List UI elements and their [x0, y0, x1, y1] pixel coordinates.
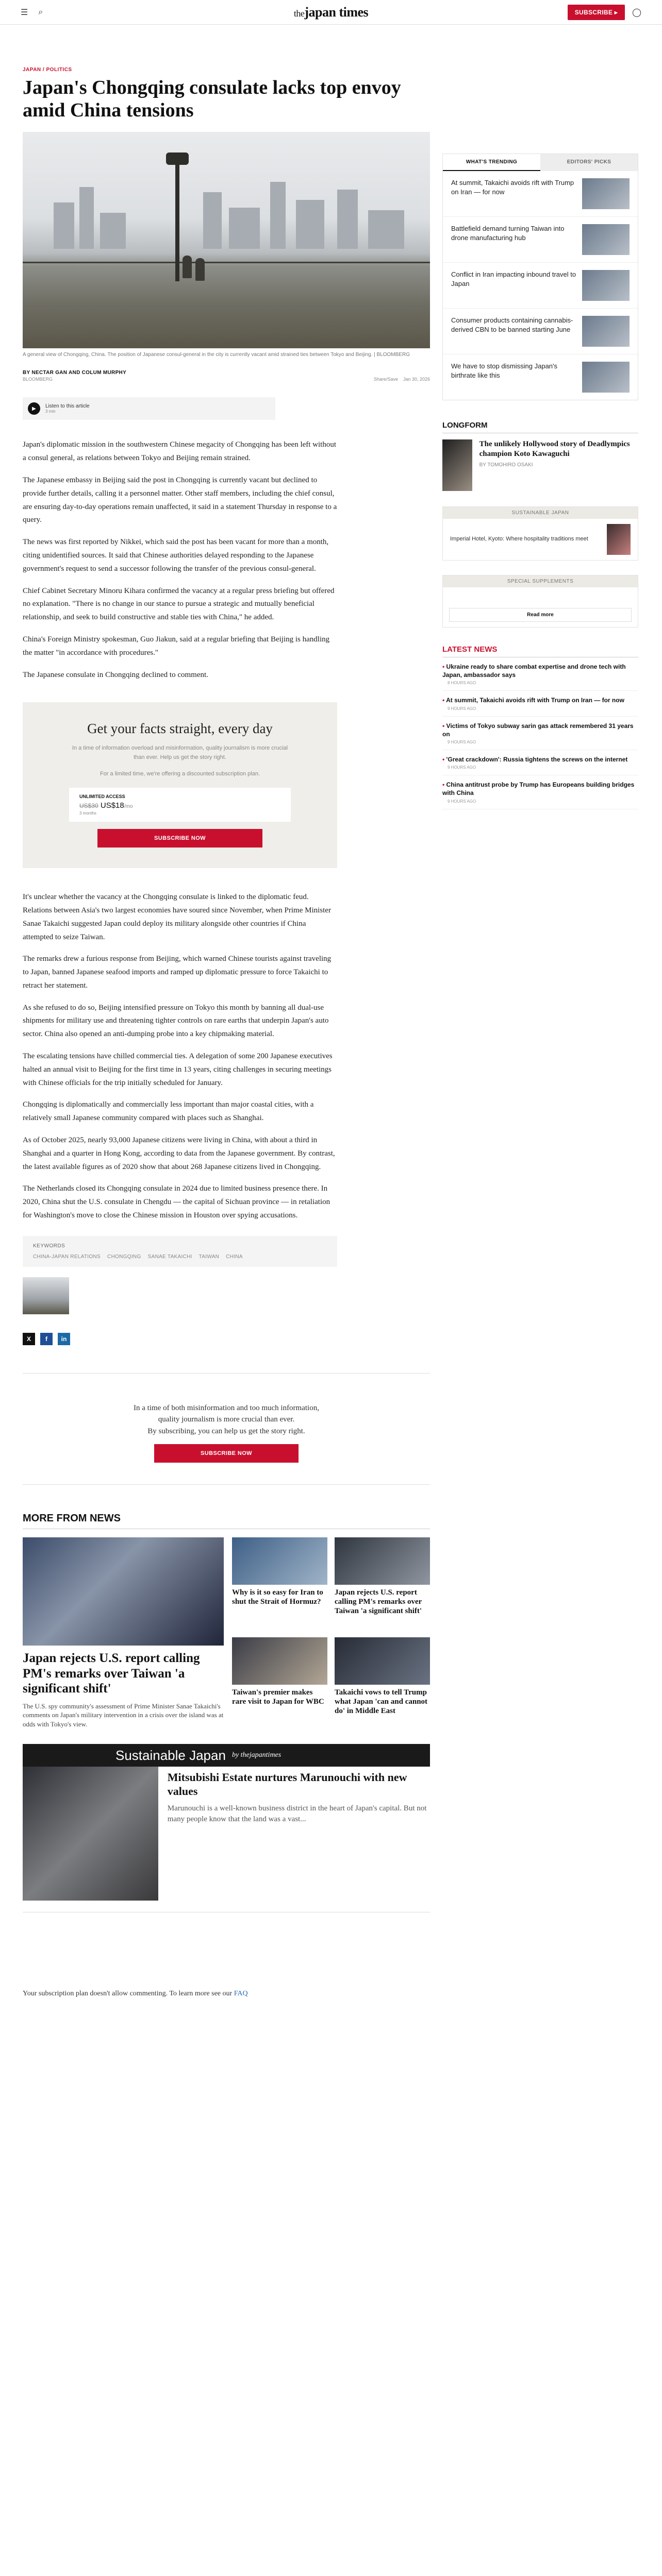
- person-figure: [195, 258, 205, 281]
- sustainable-japan-item[interactable]: [443, 519, 638, 560]
- keyword-link[interactable]: CHONGQING: [107, 1253, 141, 1260]
- paywall-offer-text: For a limited time, we're offering a discounted subscription plan.: [100, 770, 260, 777]
- right-rail: [442, 25, 638, 1345]
- cta-line: In a time of both misinformation and too much information,: [134, 1403, 319, 1412]
- paywall-title: Get your facts straight, every day: [87, 721, 273, 737]
- trending-item[interactable]: [443, 354, 638, 400]
- cta-line: quality journalism is more crucial than ever.: [158, 1415, 295, 1424]
- share-save-link[interactable]: Share/Save: [373, 377, 398, 382]
- story-card-image: [335, 1637, 430, 1685]
- story-card-image: [232, 1637, 327, 1685]
- article-body-continued: [23, 891, 337, 1223]
- byline-row: [23, 370, 430, 382]
- listen-duration: 3 min: [45, 409, 56, 414]
- hero-image: [23, 132, 430, 348]
- offer-card[interactable]: [69, 788, 291, 822]
- trending-title: Conflict in Iran impacting inbound travel to Japan: [451, 270, 576, 287]
- trending-title: We have to stop dismissing Japan's birthrate like this: [451, 362, 558, 379]
- sustainable-japan-text: Imperial Hotel, Kyoto: Where hospitality traditions meet: [450, 536, 588, 543]
- city-building: [270, 182, 286, 249]
- linkedin-share-icon[interactable]: in: [58, 1333, 70, 1345]
- city-building: [368, 210, 404, 249]
- city-building: [100, 213, 126, 249]
- more-from-news-heading: MORE FROM NEWS: [23, 1513, 430, 1529]
- paragraph: The Japanese consulate in Chongqing declined to comment.: [23, 670, 208, 679]
- new-price: US$18: [100, 801, 124, 810]
- byline-source: BLOOMBERG: [23, 377, 53, 382]
- trending-thumbnail: [582, 270, 630, 301]
- listen-player[interactable]: [23, 397, 275, 420]
- keyword-link[interactable]: CHINA: [226, 1253, 243, 1260]
- read-more-button[interactable]: Read more: [449, 608, 632, 622]
- latest-news-time: 9 HOURS AGO: [448, 739, 476, 744]
- paywall-subscribe-button[interactable]: SUBSCRIBE NOW: [97, 829, 262, 848]
- paragraph: The news was first reported by Nikkei, which said the post has been vacant for more than a month, citing unidentified sources. It said that Chinese authorities delayed responding to the Japanese government's request to send a successor following the transfer of the previous consul-general.: [23, 538, 329, 573]
- share-buttons: [23, 1333, 430, 1345]
- longform-item[interactable]: [442, 439, 638, 491]
- story-card-title: Japan rejects U.S. report calling PM's remarks over Taiwan 'a significant shift': [335, 1588, 422, 1616]
- menu-icon[interactable]: ☰: [21, 8, 28, 17]
- headline: Japan's Chongqing consulate lacks top envoy amid China tensions: [23, 77, 401, 121]
- logo-prefix: the: [293, 8, 305, 19]
- sustainable-story-title: Mitsubishi Estate nurtures Marunouchi with new values: [167, 1771, 407, 1798]
- subscribe-cta: [23, 1373, 430, 1463]
- sustainable-story-image: [23, 1767, 158, 1901]
- special-supplements-body: [443, 587, 638, 608]
- latest-news-time: 8 HOURS AGO: [448, 681, 476, 686]
- latest-news-item[interactable]: [442, 775, 638, 809]
- featured-story-title: Japan rejects U.S. report calling PM's remarks over Taiwan 'a significant shift': [23, 1651, 200, 1696]
- paragraph: Chongqing is diplomatically and commercially less important than major coastal cities, with a relatively small Japanese community compared with places such as Shanghai.: [23, 1100, 314, 1123]
- old-price: US$30: [79, 802, 98, 810]
- latest-news-time: 9 HOURS AGO: [448, 765, 476, 770]
- city-building: [229, 208, 260, 249]
- railing: [23, 262, 430, 267]
- longform-image: [442, 439, 472, 491]
- trending-thumbnail: [582, 224, 630, 255]
- longform-title: The unlikely Hollywood story of Deadlympics champion Koto Kawaguchi: [479, 440, 630, 458]
- longform-byline: BY TOMOHIRO OSAKI: [479, 462, 533, 468]
- special-supplements-widget: [442, 575, 638, 628]
- sustainable-japan-story[interactable]: [23, 1767, 430, 1901]
- latest-news-item[interactable]: [442, 657, 638, 691]
- latest-news-title: • 'Great crackdown': Russia tightens the screws on the internet: [442, 755, 638, 764]
- paragraph: It's unclear whether the vacancy at the Chongqing consulate is linked to the diplomatic feud. Relations between Asia's two largest economies have soured since November, when Prime Minister Sanae Takaichi suggested Japan could deploy its military alongside other countries if China attempted to seize Taiwan.: [23, 893, 331, 941]
- sustainable-japan-widget: [442, 506, 638, 561]
- trending-title: Battlefield demand turning Taiwan into drone manufacturing hub: [451, 225, 565, 242]
- paragraph: The Japanese embassy in Beijing said the post in Chongqing is currently vacant but declined to provide further details, calling it a personnel matter. Other staff members, including the chief consul, are ensuring day-to-day operations remain unaffected, it said in a statement Thursday in response to a query.: [23, 476, 337, 524]
- trending-item[interactable]: [443, 309, 638, 354]
- divider: [23, 1484, 430, 1485]
- lamp-post: [175, 152, 179, 281]
- keyword-link[interactable]: TAIWAN: [198, 1253, 220, 1260]
- publish-date: Jan 30, 2026: [403, 377, 430, 382]
- user-icon[interactable]: ◯: [632, 8, 641, 17]
- sustainable-japan-by: by thejapantimes: [231, 1751, 282, 1759]
- play-icon[interactable]: ▶: [28, 402, 40, 415]
- city-building: [54, 202, 74, 249]
- faq-link[interactable]: FAQ: [234, 1990, 248, 1998]
- latest-news-title: • Victims of Tokyo subway sarin gas attack remembered 31 years on: [442, 722, 638, 738]
- cta-subscribe-button[interactable]: SUBSCRIBE NOW: [154, 1444, 299, 1463]
- offer-note: 3 months: [79, 811, 96, 816]
- longform-heading: LONGFORM: [442, 421, 638, 433]
- offer-label: UNLIMITED ACCESS: [79, 794, 125, 800]
- latest-news-title: • China antitrust probe by Trump has Europeans building bridges with China: [442, 781, 638, 797]
- article-meta: [374, 377, 430, 382]
- story-card[interactable]: [335, 1637, 430, 1729]
- site-logo[interactable]: [294, 5, 368, 20]
- keywords-box: [23, 1236, 337, 1267]
- logo-main: japan times: [304, 4, 369, 20]
- story-card-title: Taiwan's premier makes rare visit to Japan for WBC: [232, 1688, 324, 1706]
- keyword-list: [33, 1254, 327, 1260]
- byline: BY NECTAR GAN AND COLUM MURPHY: [23, 370, 127, 376]
- image-caption: A general view of Chongqing, China. The position of Japanese consul-general in the city is currently vacant amid strained ties between Tokyo and Beijing. | BLOOMBERG: [23, 352, 410, 358]
- trending-item[interactable]: [443, 263, 638, 309]
- article-body: [23, 438, 337, 682]
- latest-news-title: • At summit, Takaichi avoids rift with Trump on Iran — for now: [442, 696, 638, 704]
- lower-section: [0, 1373, 662, 1998]
- paragraph: The Netherlands closed its Chongqing consulate in 2024 due to limited business presence there. In 2020, China shut the U.S. consulate in Chengdu — the capital of Sichuan province — in retaliation for Washington's move to close the Chinese mission in Houston over spying accusations.: [23, 1184, 330, 1220]
- trending-thumbnail: [582, 178, 630, 209]
- city-building: [296, 200, 324, 249]
- story-card-image: [335, 1537, 430, 1585]
- trending-title: Consumer products containing cannabis-derived CBN to be banned starting June: [451, 316, 573, 333]
- sustainable-japan-heading: SUSTAINABLE JAPAN: [443, 507, 638, 519]
- latest-news-time: 9 HOURS AGO: [448, 799, 476, 804]
- keyword-link[interactable]: CHINA-JAPAN RELATIONS: [33, 1253, 101, 1260]
- trending-tabs: [443, 154, 638, 171]
- trending-widget: [442, 154, 638, 400]
- story-card-image: [232, 1537, 327, 1585]
- paragraph: As she refused to do so, Beijing intensified pressure on Tokyo this month by banning all dual-use shipments for military use and threatening tighter controls on rare earths that underpin Japan's auto sector. China also opened an anti-dumping probe into a key chipmaking material.: [23, 1003, 329, 1039]
- category-label[interactable]: JAPAN / POLITICS: [23, 67, 72, 73]
- top-bar: [0, 0, 662, 25]
- more-from-news-grid: [23, 1537, 430, 1728]
- cta-line: By subscribing, you can help us get the story right.: [147, 1427, 305, 1435]
- story-card[interactable]: [335, 1537, 430, 1629]
- story-card[interactable]: [232, 1637, 327, 1729]
- latest-news-heading: LATEST NEWS: [442, 645, 638, 657]
- keywords-title: KEYWORDS: [33, 1243, 65, 1249]
- paragraph: As of October 2025, nearly 93,000 Japanese citizens were living in China, with about a third in Shanghai and a quarter in Hong Kong, according to data from the Japanese government. By contrast, the latest available figures as of 2020 show that about 268 Japanese citizens lived in Chongqing.: [23, 1136, 335, 1171]
- tab-whats-trending[interactable]: WHAT'S TRENDING: [443, 154, 540, 171]
- paragraph: China's Foreign Ministry spokesman, Guo Jiakun, said at a regular briefing that Beijing is handling the matter "in accordance with procedures.": [23, 635, 330, 657]
- comment-notice-text: Your subscription plan doesn't allow commenting. To learn more see our: [23, 1990, 233, 1998]
- sustainable-japan-image: [607, 524, 631, 555]
- latest-news-item[interactable]: [442, 691, 638, 716]
- trending-thumbnail: [582, 316, 630, 347]
- city-building: [79, 187, 94, 249]
- x-share-icon[interactable]: X: [23, 1333, 35, 1345]
- paragraph: The escalating tensions have chilled commercial ties. A delegation of some 200 Japanese executives halted an annual visit to Beijing for the first time in 13 years, citing challenges in securing meetings with Chinese officials for the trip initially scheduled for January.: [23, 1052, 333, 1087]
- city-building: [337, 190, 358, 249]
- city-building: [203, 192, 222, 249]
- sustainable-story-summary: Marunouchi is a well-known business district in the heart of Japan's capital. But not many people know that the land was a vast...: [167, 1804, 427, 1824]
- story-cards: [232, 1537, 430, 1728]
- main-content: [0, 25, 662, 1345]
- trending-item[interactable]: [443, 171, 638, 217]
- featured-story-image: [23, 1537, 224, 1646]
- latest-news-item[interactable]: [442, 717, 638, 750]
- keyword-link[interactable]: SANAE TAKAICHI: [147, 1253, 192, 1260]
- related-thumbnail[interactable]: [23, 1277, 69, 1314]
- price-period: /mo: [124, 804, 133, 810]
- offer-price: [79, 801, 280, 810]
- paragraph: Chief Cabinet Secretary Minoru Kihara confirmed the vacancy at a regular press briefing but offered no explanation. "There is no change in our stance to pursue a strategic and mutually beneficial relationship, and seek to build constructive and stable ties with China," he added.: [23, 586, 335, 622]
- subscribe-button[interactable]: SUBSCRIBE ▸: [568, 5, 625, 20]
- sustainable-japan-brand: Sustainable Japan: [115, 1747, 226, 1763]
- search-icon[interactable]: ⌕: [38, 7, 43, 16]
- featured-story-summary: The U.S. spy community's assessment of Prime Minister Sanae Takaichi's comments on Japan's military intervention in a crisis over the island was at odds with Tokyo's view.: [23, 1702, 224, 1728]
- person-figure: [183, 256, 192, 278]
- trending-thumbnail: [582, 362, 630, 393]
- sustainable-japan-bar[interactable]: [23, 1744, 430, 1767]
- paywall-text: In a time of information overload and misinformation, quality journalism is more crucial than ever. Help us get the story right.: [72, 745, 288, 760]
- special-supplements-heading: SPECIAL SUPPLEMENTS: [443, 575, 638, 587]
- article: [23, 25, 430, 1345]
- tab-editors-picks[interactable]: EDITORS' PICKS: [540, 154, 638, 171]
- latest-news-item[interactable]: [442, 750, 638, 775]
- story-card-title: Why is it so easy for Iran to shut the Strait of Hormuz?: [232, 1588, 323, 1606]
- paragraph: Japan's diplomatic mission in the southwestern Chinese megacity of Chongqing has been left without a consul general, as relations between Tokyo and Beijing remain strained.: [23, 440, 337, 463]
- latest-news-time: 9 HOURS AGO: [448, 706, 476, 711]
- featured-story[interactable]: [23, 1537, 224, 1728]
- story-card-title: Takaichi vows to tell Trump what Japan 'can and cannot do' in Middle East: [335, 1688, 428, 1715]
- story-card[interactable]: [232, 1537, 327, 1629]
- trending-title: At summit, Takaichi avoids rift with Trump on Iran — for now: [451, 179, 574, 196]
- facebook-share-icon[interactable]: f: [40, 1333, 53, 1345]
- paywall-box: [23, 702, 337, 868]
- comment-notice: [23, 1990, 639, 1998]
- latest-news-title: • Ukraine ready to share combat expertise and drone tech with Japan, ambassador says: [442, 663, 638, 679]
- trending-item[interactable]: [443, 217, 638, 263]
- paragraph: The remarks drew a furious response from Beijing, which warned Chinese tourists against traveling to Japan, banned Japanese seafood imports and ramped up diplomatic pressure to force Takaichi to retract her statement.: [23, 955, 332, 990]
- listen-label: Listen to this article: [45, 403, 90, 410]
